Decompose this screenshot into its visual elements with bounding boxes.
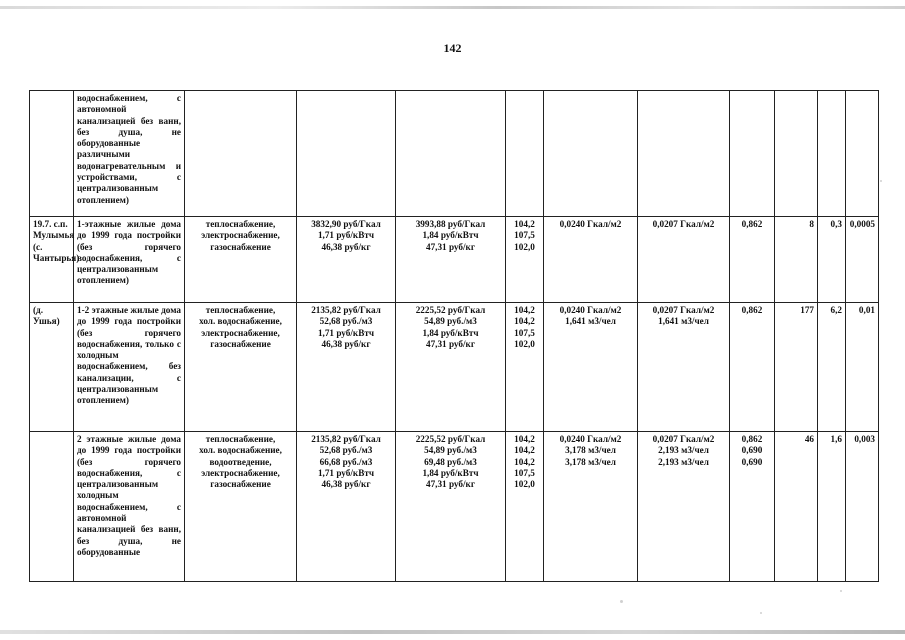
cell-tariff-1 [297,303,396,432]
norm-line: 2,193 м3/чел [658,445,709,456]
index-line: 104,2 [514,456,535,467]
tariff-line: 3832,90 руб/Гкал [311,219,381,229]
norm-line: 0,0207 Гкал/м2 [652,305,715,315]
tariff-line: 1,71 руб/кВтч [317,230,375,241]
utility-line: электроснабжение, [201,467,280,478]
norm-line: 2,193 м3/чел [658,456,709,467]
scan-bottom-edge [0,630,905,634]
index-line: 107,5 [514,467,535,478]
table-row [30,91,879,217]
cell-area: 6,2 [818,303,846,432]
norm-line: 0,0207 Гкал/м2 [652,219,715,229]
cell-building-description: 1-этажные жилые дома до 1999 года постройки (без горячего водоснабжения, с централизованным отоплением) [74,217,185,303]
norm-line: 1,641 м3/чел [565,316,616,327]
cell-norm-1 [544,91,638,217]
tariff-line: 3993,88 руб/Гкал [415,219,486,229]
cell-tariff-2 [396,303,506,432]
scan-speck [880,180,882,182]
tariff-line: 54,89 руб./м3 [424,316,477,327]
cell-building-description: 1-2 этажные жилые дома до 1999 года постройки (без горячего водоснабжения, только с холодным водоснабжением, без канализации, с централизованным отоплением) [74,303,185,432]
cell-norm-2 [638,432,730,582]
index-line: 102,0 [514,479,535,490]
cell-area: 0,3 [818,217,846,303]
tariff-line: 47,31 руб/кг [425,479,476,490]
cell-norm-2 [638,217,730,303]
utility-line: теплоснабжение, [205,305,276,315]
coefficient-line: 0,862 [741,305,763,315]
cell-count: 46 [775,432,818,582]
tariff-line: 54,89 руб./м3 [424,445,477,456]
scan-speck [620,600,623,603]
cell-utilities [185,217,297,303]
scan-speck [760,612,762,614]
coefficient-line: 0,690 [741,456,763,467]
tariff-line: 52,68 руб./м3 [319,445,373,456]
cell-coefficient [730,217,775,303]
cell-value: 0,01 [846,303,879,432]
table-body [30,91,879,582]
norm-line: 0,0207 Гкал/м2 [652,434,715,444]
cell-count: 177 [775,303,818,432]
cell-tariff-2 [396,432,506,582]
utility-line: газоснабжение [210,479,271,490]
cell-norm-1 [544,303,638,432]
coefficient-line: 0,862 [741,434,763,444]
tariff-line: 1,84 руб/кВтч [422,230,479,241]
cell-coefficient [730,432,775,582]
index-line: 104,2 [514,445,535,456]
tariff-line: 66,68 руб./м3 [319,456,373,467]
cell-utilities [185,91,297,217]
cell-index [506,91,544,217]
tariff-line: 46,38 руб/кг [321,241,371,252]
utility-line: газоснабжение [210,241,271,252]
tariff-line: 47,31 руб/кг [425,338,476,349]
cell-value: 0,0005 [846,217,879,303]
cell-utilities [185,303,297,432]
cell-count [775,91,818,217]
cell-settlement: (д. Ушья) [30,303,74,432]
norm-line: 0,0240 Гкал/м2 [559,434,622,444]
index-line: 104,2 [514,305,535,315]
coefficient-line: 0,690 [741,445,763,456]
tariff-line: 2225,52 руб/Гкал [415,305,486,315]
norm-line: 3,178 м3/чел [565,456,616,467]
tariff-line: 46,38 руб/кг [321,338,371,349]
table-row [30,303,879,432]
cell-value: 0,003 [846,432,879,582]
norm-line: 0,0240 Гкал/м2 [559,305,622,315]
cell-settlement: 19.7. с.п. Мулымья (с. Чантырья) [30,217,74,303]
index-line: 107,5 [514,230,535,241]
tariff-line: 69,48 руб./м3 [424,456,477,467]
utility-line: хол. водоснабжение, [199,316,282,327]
index-line: 107,5 [514,327,535,338]
cell-coefficient [730,91,775,217]
tariff-line: 2135,82 руб/Гкал [311,305,381,315]
tariff-line: 46,38 руб/кг [321,479,371,490]
cell-utilities [185,432,297,582]
cell-building-description: 2 этажные жилые дома до 1999 года постройки (без горячего водоснабжения, с централизованным холодным водоснабжением, с автономной канализацией без ванн, без душа, не оборудованные [74,432,185,582]
cell-tariff-2 [396,91,506,217]
cell-norm-2 [638,303,730,432]
scan-speck [840,590,842,592]
index-line: 102,0 [514,241,535,252]
index-line: 102,0 [514,338,535,349]
cell-norm-2 [638,91,730,217]
cell-area [818,91,846,217]
cell-settlement [30,91,74,217]
cell-norm-1 [544,217,638,303]
utility-tariff-table [29,90,879,582]
cell-value [846,91,879,217]
cell-building-description: водоснабжением, с автономной канализацией без ванн, без душа, не оборудованные различными водонагревательным и устройствами, с централизованным отоплением) [74,91,185,217]
cell-area: 1,6 [818,432,846,582]
cell-count: 8 [775,217,818,303]
index-line: 104,2 [514,219,535,229]
cell-index [506,303,544,432]
norm-line: 1,641 м3/чел [658,316,709,327]
tariff-line: 52,68 руб./м3 [319,316,373,327]
utility-line: теплоснабжение, [205,434,276,444]
tariff-line: 1,84 руб/кВтч [422,467,479,478]
cell-tariff-1 [297,217,396,303]
tariff-line: 2225,52 руб/Гкал [415,434,486,444]
tariff-line: 1,71 руб/кВтч [317,327,375,338]
tariff-line: 47,31 руб/кг [425,241,476,252]
utility-line: электроснабжение, [201,327,280,338]
cell-tariff-1 [297,432,396,582]
norm-line: 0,0240 Гкал/м2 [559,219,622,229]
tariff-line: 2135,82 руб/Гкал [311,434,381,444]
table-row [30,432,879,582]
cell-index [506,432,544,582]
utility-line: водоотведение, [209,456,272,467]
tariff-line: 1,84 руб/кВтч [422,327,479,338]
cell-index [506,217,544,303]
page-number: 142 [443,41,462,55]
tariff-line: 1,71 руб/кВтч [317,467,375,478]
index-line: 104,2 [514,316,535,327]
cell-coefficient [730,303,775,432]
cell-tariff-1 [297,91,396,217]
index-line: 104,2 [514,434,535,444]
cell-tariff-2 [396,217,506,303]
utility-line: хол. водоснабжение, [199,445,282,456]
cell-settlement [30,432,74,582]
utility-line: теплоснабжение, [205,219,276,229]
utility-line: электроснабжение, [201,230,280,241]
cell-norm-1 [544,432,638,582]
scan-top-edge [0,6,905,9]
table-row [30,217,879,303]
coefficient-line: 0,862 [741,219,763,229]
norm-line: 3,178 м3/чел [565,445,616,456]
utility-line: газоснабжение [210,338,271,349]
